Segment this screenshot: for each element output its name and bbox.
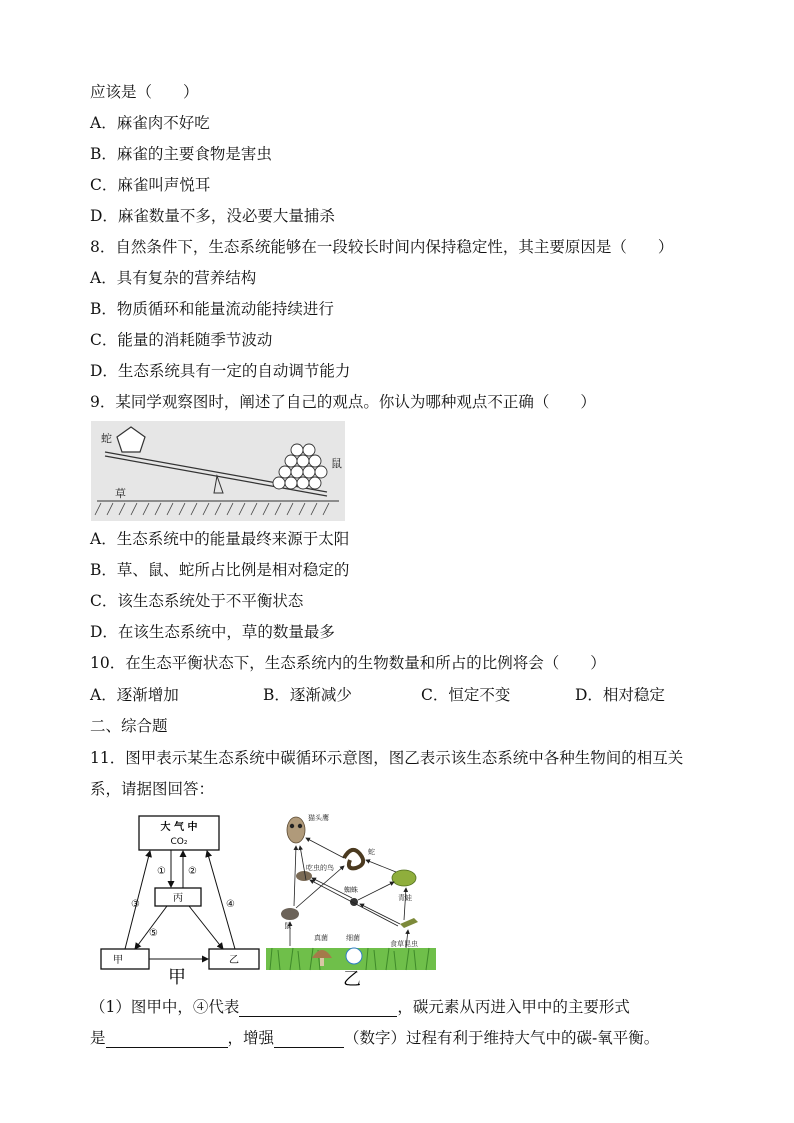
q11-stem-line1: 11．图甲表示某生态系统中碳循环示意图，图乙表示该生态系统中各种生物间的相互关 [90, 749, 684, 767]
co2-label: CO₂ [170, 837, 188, 847]
arrow-bing-yi [189, 906, 223, 949]
q11-sub1-line1 [90, 997, 630, 1017]
q10-option-c: C．恒定不变 [421, 686, 511, 704]
grass-label: 草 [115, 487, 126, 500]
snake-label: 蛇 [101, 432, 112, 445]
answer-blank-3[interactable] [274, 1031, 344, 1048]
q8-stem: 8．自然条件下，生态系统能够在一段较长时间内保持稳定性，其主要原因是（ ） [90, 238, 674, 256]
yi-label: 乙 [229, 955, 239, 966]
figure-jia-carbon-cycle [95, 808, 265, 988]
q11-sub1-line2 [90, 1028, 659, 1048]
q7-option-b: B．麻雀的主要食物是害虫 [90, 145, 272, 163]
spider-label: 蜘蛛 [344, 886, 358, 894]
owl-picture [287, 817, 305, 843]
sub1-part2: ，碳元素从丙进入甲中的主要形式 [397, 998, 630, 1016]
bing-label: 丙 [173, 893, 183, 904]
atmosphere-label: 大 气 中 [160, 822, 198, 833]
answer-blank-2[interactable] [106, 1031, 228, 1048]
q9-option-c: C．该生态系统处于不平衡状态 [90, 592, 304, 610]
figure-yi-caption: 乙 [343, 969, 361, 988]
answer-blank-1[interactable] [239, 1000, 397, 1017]
sub1-part1: （1）图甲中，④代表 [90, 998, 240, 1016]
section-heading: 二、综合题 [90, 717, 168, 735]
q9-option-b: B．草、鼠、蛇所占比例是相对稳定的 [90, 561, 350, 579]
mouse-label: 鼠 [331, 457, 342, 470]
snake-label-yi: 蛇 [368, 848, 375, 856]
q9-option-d: D．在该生态系统中，草的数量最多 [90, 623, 335, 641]
insect-label: 食草昆虫 [390, 940, 418, 948]
label-1: ① [157, 866, 166, 877]
frog-label: 青蛙 [398, 894, 412, 902]
q10-stem: 10．在生态平衡状态下，生态系统内的生物数量和所占的比例将会（ ） [90, 654, 606, 672]
figure-jia-caption: 甲 [168, 967, 186, 988]
mouse-picture [281, 908, 299, 920]
q11-stem-line2: 系，请据图回答： [90, 780, 215, 798]
q8-option-c: C．能量的消耗随季节波动 [90, 331, 273, 349]
q7-stem-tail: 应该是（ ） [90, 83, 199, 101]
q10-option-b: B．逐渐减少 [263, 686, 352, 704]
bird-label: 吃虫的鸟 [306, 864, 334, 872]
q7-option-a: A．麻雀肉不好吃 [90, 114, 210, 132]
label-2: ② [188, 866, 197, 877]
q9-seesaw-figure [91, 421, 345, 521]
insect-picture [400, 918, 418, 928]
owl-label: 猫头鹰 [308, 814, 329, 822]
sub1-part5: （数字）过程有利于维持大气中的碳-氧平衡。 [344, 1029, 660, 1047]
q9-stem: 9．某同学观察图时，阐述了自己的观点。你认为哪种观点不正确（ ） [90, 393, 596, 411]
label-5: ⑤ [149, 928, 158, 939]
figure-yi-food-web [266, 808, 436, 988]
q7-option-d: D．麻雀数量不多，没必要大量捕杀 [90, 207, 335, 225]
label-3: ③ [131, 899, 140, 910]
label-4: ④ [226, 899, 235, 910]
q7-option-c: C．麻雀叫声悦耳 [90, 176, 211, 194]
bird-picture [296, 871, 312, 881]
jia-box [101, 949, 149, 969]
q8-option-d: D．生态系统具有一定的自动调节能力 [90, 362, 351, 380]
mouse-label-yi: 鼠 [284, 922, 291, 930]
q8-option-a: A．具有复杂的营养结构 [90, 269, 257, 287]
bacteria-label: 细菌 [346, 934, 360, 942]
q10-option-a: A．逐渐增加 [90, 686, 179, 704]
bacteria-picture [346, 948, 362, 964]
q10-option-d: D．相对稳定 [575, 686, 665, 704]
frog-picture [392, 870, 416, 886]
q8-option-b: B．物质循环和能量流动能持续进行 [90, 300, 334, 318]
jia-label: 甲 [113, 955, 123, 966]
fungi-label: 真菌 [314, 934, 328, 942]
snake-picture [344, 850, 363, 869]
sub1-part3: 是 [90, 1029, 106, 1047]
q9-option-a: A．生态系统中的能量最终来源于太阳 [90, 530, 350, 548]
sub1-part4: ，增强 [227, 1029, 275, 1047]
